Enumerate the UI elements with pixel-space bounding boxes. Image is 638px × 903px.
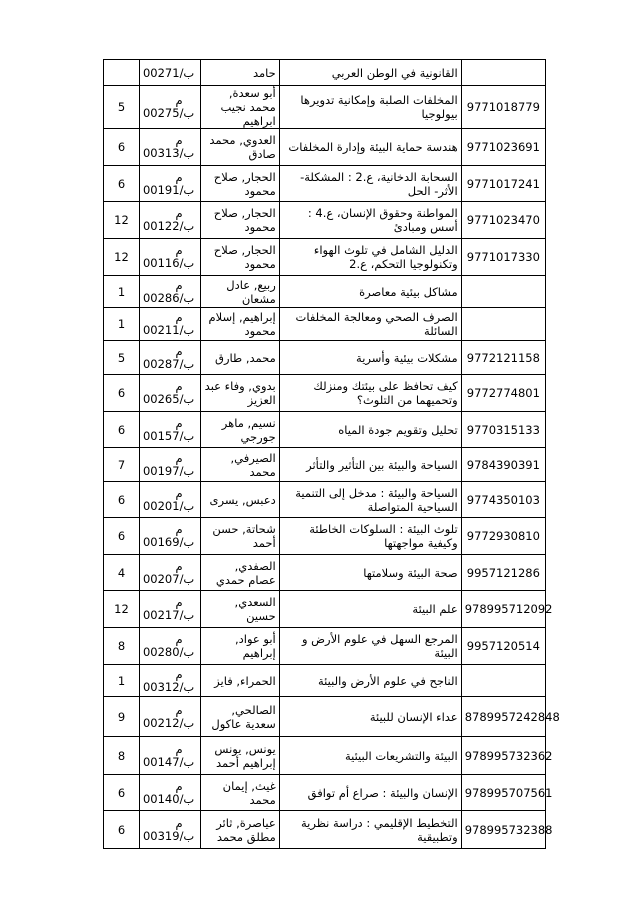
copies-count-cell: 12 [104, 591, 140, 628]
call-number-prefix: م [175, 595, 183, 609]
call-number-cell [139, 239, 200, 276]
call-number-prefix: م [175, 379, 183, 393]
isbn-cell: 978995732362 [461, 737, 545, 775]
title-cell: البيئة والتشريعات البيئية [279, 737, 461, 775]
title-cell: كيف تحافظ على بيئتك ومنزلك وتحميهما من التلوث؟ [279, 375, 461, 412]
call-number: ب/00280 [142, 645, 195, 659]
isbn-cell [461, 276, 545, 308]
call-number-cell [139, 308, 200, 341]
isbn-cell: 9772121158 [461, 341, 545, 375]
call-number: ب/00157 [142, 428, 195, 443]
isbn-cell: 9771017330 [461, 239, 545, 276]
copies-count-cell: 4 [104, 555, 140, 591]
call-number: ب/00313 [142, 146, 195, 160]
title-cell: المرجع السهل في علوم الأرض و البيئة [279, 628, 461, 665]
copies-count-cell: 6 [104, 811, 140, 849]
author-cell: يونس, يونس إبراهيم أحمد [200, 737, 279, 775]
table-row [104, 482, 546, 518]
table-row [104, 375, 546, 412]
author-cell: الحجار, صلاح محمود [200, 202, 279, 239]
title-cell: السياحة والبيئة : مدخل إلى التنمية السياحية المتواصلة [279, 482, 461, 518]
call-number-cell [139, 737, 200, 775]
copies-count-cell: 1 [104, 308, 140, 341]
call-number-prefix: م [175, 741, 183, 756]
call-number: ب/00211 [142, 323, 195, 337]
call-number: ب/00319 [142, 828, 195, 843]
isbn-cell [461, 60, 545, 86]
call-number-cell [139, 775, 200, 811]
copies-count-cell: 8 [104, 737, 140, 775]
call-number-cell [139, 482, 200, 518]
author-cell: محمد, طارق [200, 341, 279, 375]
call-number-cell [139, 375, 200, 412]
call-number: ب/00169 [142, 535, 195, 549]
table-row [104, 129, 546, 166]
table-row [104, 412, 546, 448]
copies-count-cell: 1 [104, 276, 140, 308]
table-row [104, 202, 546, 239]
title-cell: السحابة الدخانية، ع.2 : المشكلة- الأثر- الحل [279, 166, 461, 202]
call-number-prefix: م [175, 133, 183, 147]
call-number-prefix: م [175, 522, 183, 536]
table-row [104, 308, 546, 341]
copies-count-cell: 5 [104, 86, 140, 129]
catalog-table-body [104, 60, 560, 849]
call-number-cell [139, 628, 200, 665]
call-number-prefix: م [175, 243, 183, 257]
call-number-prefix: م [175, 450, 183, 465]
isbn-cell: 978995732388 [461, 811, 545, 849]
table-row [104, 86, 546, 129]
isbn-cell: 978995707561 [461, 775, 545, 811]
author-cell: الحجار, صلاح محمود [200, 239, 279, 276]
call-number: ب/00286 [142, 290, 195, 305]
call-number-cell [139, 202, 200, 239]
copies-count-cell: 6 [104, 775, 140, 811]
call-number-cell [139, 591, 200, 628]
title-cell: عداء الإنسان للبيئة [279, 697, 461, 737]
table-row [104, 811, 546, 849]
title-cell: الدليل الشامل في تلوث الهواء وتكنولوجيا التحكم، ع.2 [279, 239, 461, 276]
call-number-cell [139, 665, 200, 697]
call-number-cell [139, 86, 200, 129]
call-number: ب/00275 [142, 106, 195, 120]
call-number-cell [139, 341, 200, 375]
copies-count-cell: 12 [104, 202, 140, 239]
title-cell: الناجح في علوم الأرض والبيئة [279, 665, 461, 697]
isbn-cell: 9770315133 [461, 412, 545, 448]
author-cell: العدوي, محمد صادق [200, 129, 279, 166]
title-cell: صحة البيئة وسلامتها [279, 555, 461, 591]
copies-count-cell [104, 60, 140, 86]
table-row [104, 276, 546, 308]
isbn-cell: 9772774801 [461, 375, 545, 412]
copies-count-cell: 6 [104, 129, 140, 166]
call-number-prefix: م [175, 415, 183, 430]
isbn-cell: 978995712092 [461, 591, 545, 628]
call-number-cell [139, 412, 200, 448]
author-cell: حامد [200, 60, 279, 86]
title-cell: هندسة حماية البيئة وإدارة المخلفات [279, 129, 461, 166]
call-number-cell [139, 555, 200, 591]
table-row [104, 518, 546, 555]
author-cell: غيث, إيمان محمد [200, 775, 279, 811]
copies-count-cell: 8 [104, 628, 140, 665]
table-row [104, 697, 546, 737]
catalog-table [103, 59, 560, 849]
isbn-cell: 9771017241 [461, 166, 545, 202]
call-number-cell [139, 276, 200, 308]
call-number-prefix: م [175, 485, 183, 500]
title-cell: المخلفات الصلبة وإمكانية تدويرها بيولوجيا [279, 86, 461, 129]
call-number-cell [139, 60, 200, 86]
call-number: ب/00217 [142, 608, 195, 622]
call-number: ب/00312 [142, 679, 195, 694]
copies-count-cell: 12 [104, 239, 140, 276]
copies-count-cell: 6 [104, 518, 140, 555]
author-cell: الصفدي, عصام حمدي [200, 555, 279, 591]
call-number: ب/00122 [142, 219, 195, 233]
copies-count-cell: 6 [104, 412, 140, 448]
author-cell: الحمراء, فايز [200, 665, 279, 697]
author-cell: عياصرة, ثائر مطلق محمد [200, 811, 279, 849]
copies-count-cell: 5 [104, 341, 140, 375]
isbn-cell: 9771023470 [461, 202, 545, 239]
author-cell: ربيع, عادل مشعان [200, 276, 279, 308]
call-number: ب/00147 [142, 754, 195, 769]
title-cell: علم البيئة [279, 591, 461, 628]
author-cell: السعدي, حسين [200, 591, 279, 628]
isbn-cell: 9774350103 [461, 482, 545, 518]
call-number: ب/00287 [142, 356, 195, 371]
call-number-prefix: م [175, 169, 183, 184]
author-cell: الحجار, صلاح محمود [200, 166, 279, 202]
call-number: ب/00207 [142, 571, 195, 586]
call-number: ب/00201 [142, 498, 195, 513]
copies-count-cell: 6 [104, 166, 140, 202]
call-number: ب/00116 [142, 256, 195, 270]
call-number-cell [139, 518, 200, 555]
title-cell: القانونية في الوطن العربي [279, 60, 461, 86]
isbn-cell: 9784390391 [461, 448, 545, 482]
call-number-prefix: م [175, 815, 183, 830]
author-cell: دعبس, يسرى [200, 482, 279, 518]
call-number: ب/00212 [142, 715, 195, 730]
isbn-cell: 9771018779 [461, 86, 545, 129]
title-cell: مشكلات بيئية وأسرية [279, 341, 461, 375]
call-number-prefix: م [175, 702, 183, 717]
author-cell: الصالحي, سعدية عاكول [200, 697, 279, 737]
call-number-prefix: م [175, 206, 183, 220]
table-row [104, 591, 546, 628]
call-number-prefix: م [175, 632, 183, 646]
call-number: ب/00140 [142, 791, 195, 806]
isbn-cell: 9957121286 [461, 555, 545, 591]
author-cell: أبو عواد, إبراهيم [200, 628, 279, 665]
call-number-cell [139, 811, 200, 849]
call-number: ب/00191 [142, 182, 195, 197]
call-number-cell [139, 697, 200, 737]
author-cell: الصيرفي, محمد [200, 448, 279, 482]
call-number-prefix: م [175, 310, 183, 324]
call-number-prefix: م [175, 778, 183, 793]
call-number-prefix: م [175, 558, 183, 573]
table-row [104, 239, 546, 276]
table-row [104, 737, 546, 775]
title-cell: المواطنة وحقوق الإنسان، ع.4 : أسس ومبادئ [279, 202, 461, 239]
call-number-prefix: م [175, 93, 183, 107]
call-number-prefix: م [175, 343, 183, 358]
isbn-cell: 9771023691 [461, 129, 545, 166]
call-number-cell [139, 448, 200, 482]
copies-count-cell: 9 [104, 697, 140, 737]
copies-count-cell: 6 [104, 482, 140, 518]
isbn-cell: 9772930810 [461, 518, 545, 555]
title-cell: تلوث البيئة : السلوكات الخاطئة وكيفية مواجهتها [279, 518, 461, 555]
call-number: ب/00265 [142, 392, 195, 406]
call-number-cell [139, 166, 200, 202]
title-cell: السياحة والبيئة بين التأثير والتأثر [279, 448, 461, 482]
copies-count-cell: 7 [104, 448, 140, 482]
call-number: ب/00271 [142, 65, 195, 80]
table-row [104, 628, 546, 665]
call-number-prefix: م [175, 277, 183, 292]
table-row [104, 555, 546, 591]
table-row [104, 60, 546, 86]
copies-count-cell: 6 [104, 375, 140, 412]
isbn-cell [461, 665, 545, 697]
title-cell: مشاكل بيئية معاصرة [279, 276, 461, 308]
isbn-cell [461, 308, 545, 341]
author-cell: نسيم, ماهر جورجي [200, 412, 279, 448]
title-cell: الصرف الصحي ومعالجة المخلفات السائلة [279, 308, 461, 341]
table-row [104, 775, 546, 811]
copies-count-cell: 1 [104, 665, 140, 697]
table-row [104, 341, 546, 375]
isbn-cell: 9957120514 [461, 628, 545, 665]
table-row [104, 665, 546, 697]
isbn-cell: 8789957242848 [461, 697, 545, 737]
call-number: ب/00197 [142, 463, 195, 478]
author-cell: شحاتة, حسن أحمد [200, 518, 279, 555]
author-cell: أبو سعدة, محمد نجيب ابراهيم [200, 86, 279, 129]
table-row [104, 448, 546, 482]
call-number-cell [139, 129, 200, 166]
author-cell: إبراهيم, إسلام محمود [200, 308, 279, 341]
table-row [104, 166, 546, 202]
title-cell: تحليل وتقويم جودة المياه [279, 412, 461, 448]
title-cell: الإنسان والبيئة : صراع أم توافق [279, 775, 461, 811]
title-cell: التخطيط الإقليمي : دراسة نظرية وتطبيقية [279, 811, 461, 849]
author-cell: بدوي, وفاء عبد العزيز [200, 375, 279, 412]
call-number-prefix: م [175, 666, 183, 681]
